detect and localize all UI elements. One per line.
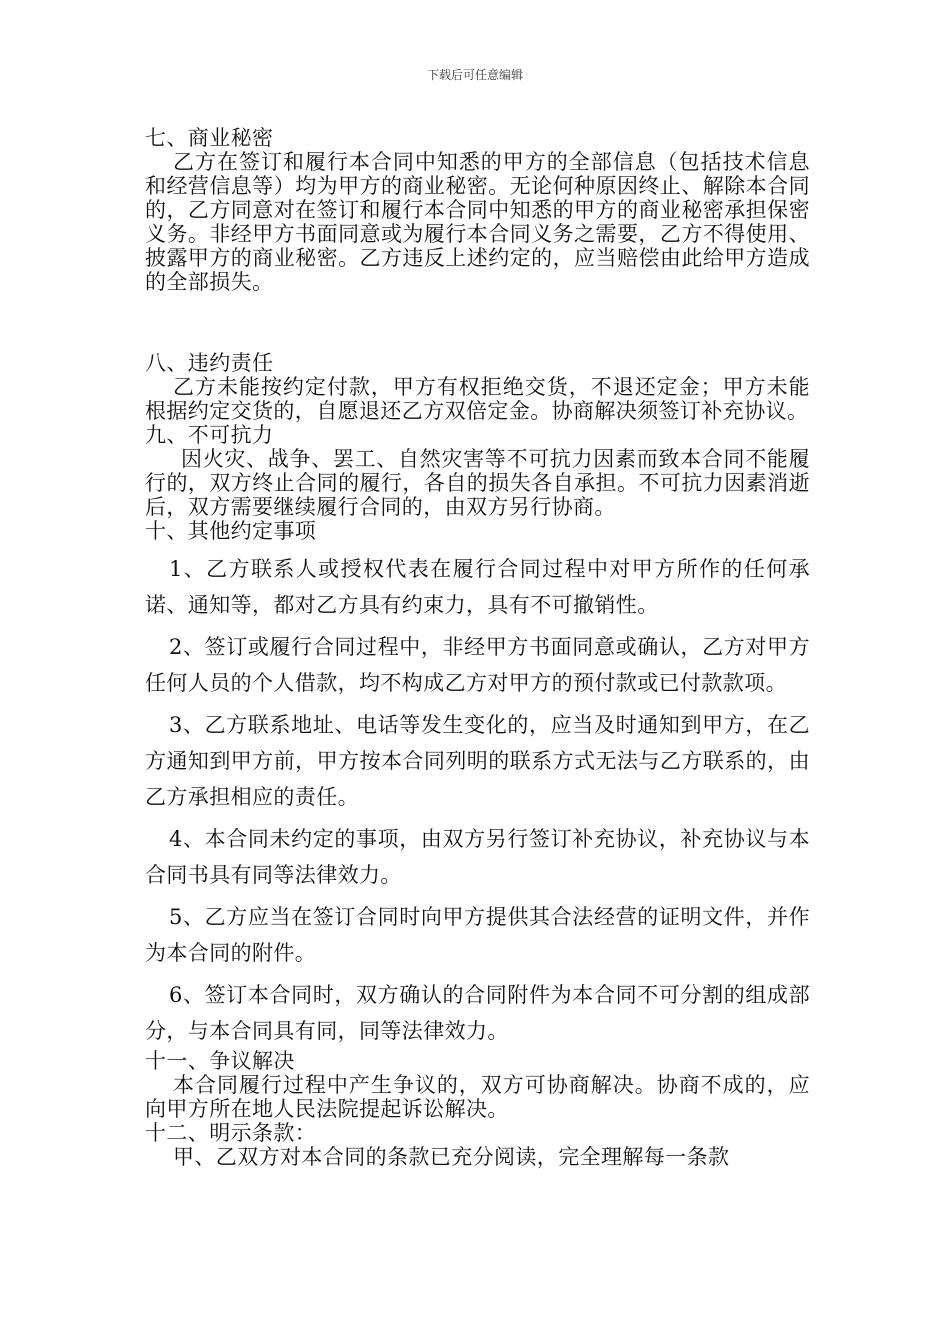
section-7-title: 七、商业秘密: [145, 126, 274, 150]
section-12-paragraph: 甲、乙双方对本合同的条款已充分阅读，完全理解每一条款: [173, 1145, 730, 1169]
page-header: 下载后可任意编辑: [426, 68, 523, 82]
section-spacer: [145, 294, 810, 351]
section-10-item-4: 4、本合同未约定的事项，由双方另行签订补充协议，补充协议与本合同书具有同等法律效力。: [145, 827, 810, 887]
section-10-title: 十、其他约定事项: [145, 519, 317, 543]
section-10-item-6: 6、签订本合同时，双方确认的合同附件为本合同不可分割的组成部分，与本合同具有同，同等法律效力。: [145, 983, 810, 1043]
section-10-item-2: 2、签订或履行合同过程中，非经甲方书面同意或确认，乙方对甲方任何人员的个人借款，均不构成乙方对甲方的预付款或已付款款项。: [145, 635, 810, 695]
section-11-title: 十一、争议解决: [145, 1049, 295, 1073]
section-7-paragraph: 乙方在签订和履行本合同中知悉的甲方的全部信息（包括技术信息和经营信息等）均为甲方的商业秘密。无论何种原因终止、解除本合同的，乙方同意对在签订和履行本合同中知悉的甲方的商业秘密承担保密义务。非经甲方书面同意或为履行本合同义务之需要，乙方不得使用、披露甲方的商业秘密。乙方违反上述约定的，应当赔偿由此给甲方造成的全部损失。: [145, 150, 810, 294]
section-9-paragraph: 因火灾、战争、罢工、自然灾害等不可抗力因素而致本合同不能履行的，双方终止合同的履行，各自的损失各自承担。不可抗力因素消逝后，双方需要继续履行合同的，由双方另行协商。: [145, 447, 810, 519]
section-10-item-5: 5、乙方应当在签订合同时向甲方提供其合法经营的证明文件，并作为本合同的附件。: [145, 905, 810, 965]
section-8-paragraph: 乙方未能按约定付款，甲方有权拒绝交货，不退还定金；甲方未能根据约定交货的，自愿退还乙方双倍定金。协商解决须签订补充协议。: [145, 375, 810, 423]
section-9-title: 九、不可抗力: [145, 423, 274, 447]
document-body: [145, 126, 810, 1169]
section-12-title: 十二、明示条款：: [145, 1121, 317, 1145]
section-11-paragraph: 本合同履行过程中产生争议的，双方可协商解决。协商不成的，应向甲方所在地人民法院提起诉讼解决。: [145, 1073, 810, 1121]
section-10-item-3: 3、乙方联系地址、电话等发生变化的，应当及时通知到甲方，在乙方通知到甲方前，甲方按本合同列明的联系方式无法与乙方联系的，由乙方承担相应的责任。: [145, 713, 810, 809]
section-8-title: 八、违约责任: [145, 351, 274, 375]
section-10-item-1: 1、乙方联系人或授权代表在履行合同过程中对甲方所作的任何承诺、通知等，都对乙方具有约束力，具有不可撤销性。: [145, 557, 810, 617]
